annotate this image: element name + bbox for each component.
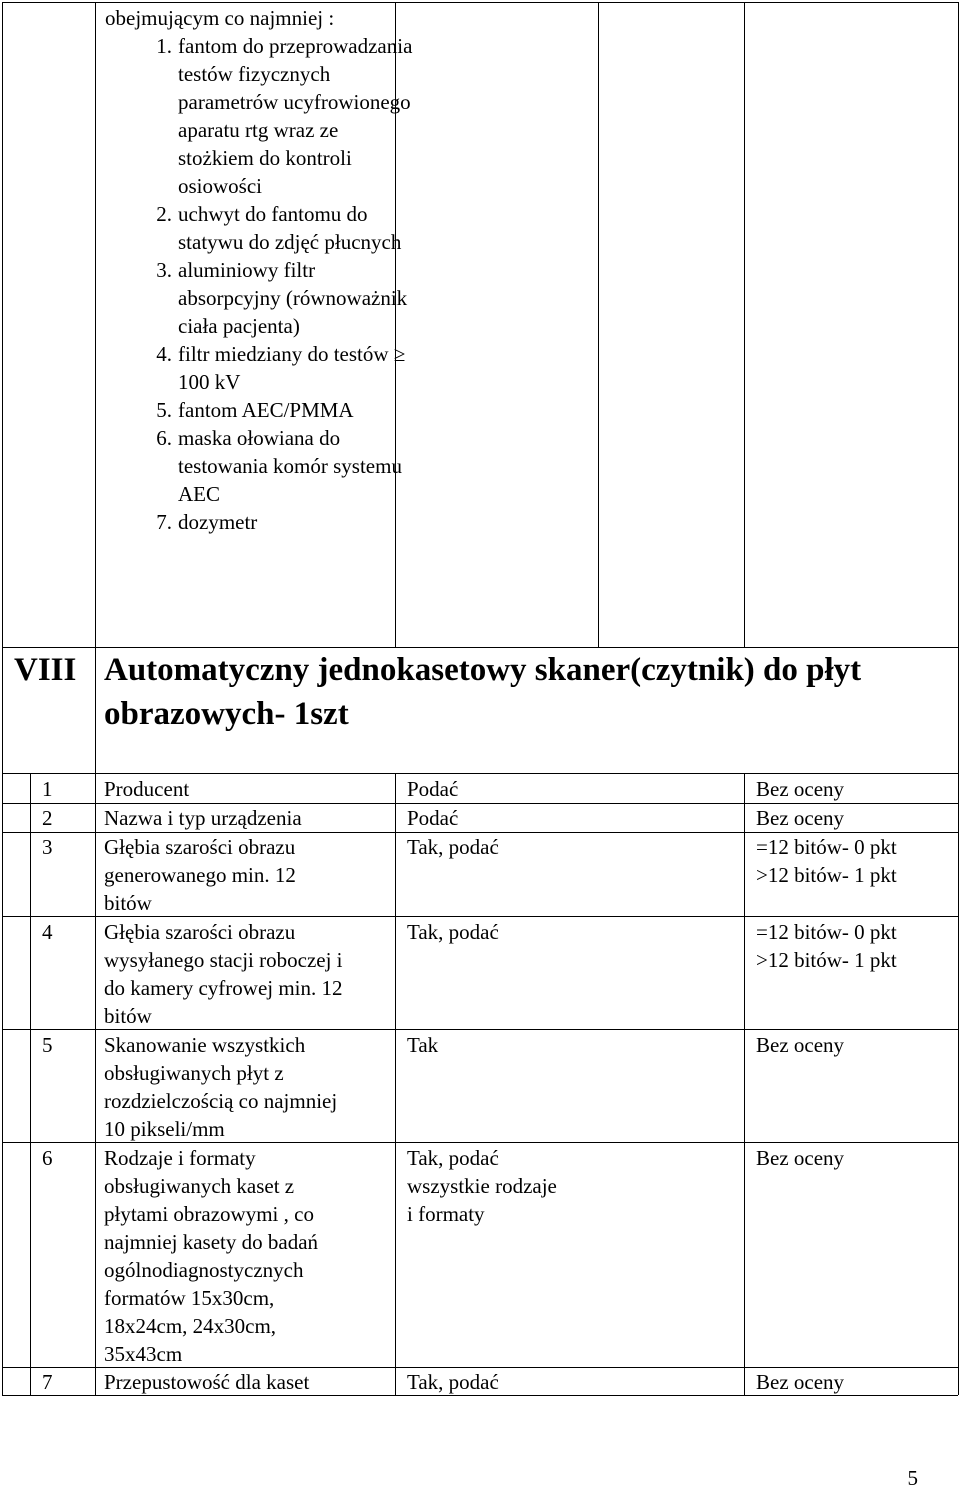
section-roman-numeral: VIII [14,652,77,688]
list-item: 5. fantom AEC/PMMA [156,398,354,422]
upper-col-divider-3 [598,2,599,647]
parameter-name: Rodzaje i formaty [104,1146,256,1170]
section-title-line-1: Automatyczny jednokasetowy skaner(czytnik) do płyt [104,652,862,688]
parameter-name: generowanego min. 12 [104,863,296,887]
required-value: Tak, podać [407,1146,499,1170]
scoring-value: Bez oceny [756,1146,845,1170]
parameter-name: Głębia szarości obrazu [104,920,296,944]
list-lead-text: obejmującym co najmniej : [105,6,335,30]
parameter-name: 10 pikseli/mm [104,1117,225,1141]
scoring-value: =12 bitów- 0 pkt [756,920,897,944]
lower-col-divider-3 [395,773,396,1395]
parameter-name: bitów [104,1004,152,1028]
row-number: 6 [42,1146,53,1170]
parameter-name: 18x24cm, 24x30cm, [104,1314,277,1338]
section-top-border [2,647,958,648]
section-bottom-border [2,773,958,774]
row-number: 4 [42,920,53,944]
upper-col-divider-4 [744,2,745,647]
scoring-value: >12 bitów- 1 pkt [756,948,897,972]
list-item: 1. fantom do przeprowadzania testów fizycznych parametrów ucyfrowionego aparatu rtg wraz ze stożkiem do kontroli osiowości [156,34,413,198]
parameter-name: bitów [104,891,152,915]
row-number: 3 [42,835,53,859]
list-item: 2. uchwyt do fantomu do statywu do zdjęć płucnych [156,202,402,254]
upper-col-divider-1 [95,2,96,647]
parameter-name: formatów 15x30cm, [104,1286,275,1310]
list-item: 6. maska ołowiana do testowania komór systemu AEC [156,426,402,506]
upper-top-border [2,2,958,3]
section-title-line-2: obrazowych- 1szt [104,696,349,732]
row-number: 1 [42,777,53,801]
scoring-value: Bez oceny [756,806,845,830]
parameter-name: płytami obrazowymi , co [104,1202,314,1226]
parameter-name: 35x43cm [104,1342,183,1366]
parameter-name: Głębia szarości obrazu [104,835,296,859]
parameter-name: najmniej kasety do badań [104,1230,319,1254]
parameter-name: Skanowanie wszystkich [104,1033,306,1057]
scoring-value: Bez oceny [756,777,845,801]
scoring-value: >12 bitów- 1 pkt [756,863,897,887]
list-item: 3. aluminiowy filtr absorpcyjny (równoważnik ciała pacjenta) [156,258,408,338]
parameter-name: do kamery cyfrowej min. 12 [104,976,343,1000]
required-value: Podać [407,806,459,830]
equipment-list [140,32,418,536]
row-number: 7 [42,1370,53,1394]
parameter-name: obsługiwanych płyt z [104,1061,284,1085]
required-value: Podać [407,777,459,801]
required-value: i formaty [407,1202,485,1226]
required-value: Tak, podać [407,920,499,944]
parameter-name: Producent [104,777,190,801]
required-value: wszystkie rodzaje [407,1174,557,1198]
parameter-name: Nazwa i typ urządzenia [104,806,302,830]
parameter-name: wysyłanego stacji roboczej i [104,948,343,972]
parameter-name: ogólnodiagnostycznych [104,1258,304,1282]
row-number: 2 [42,806,53,830]
scoring-value: Bez oceny [756,1370,845,1394]
lower-col-divider-4 [744,773,745,1395]
parameter-name: obsługiwanych kaset z [104,1174,295,1198]
scoring-value: Bez oceny [756,1033,845,1057]
parameter-name: Przepustowość dla kaset [104,1370,310,1394]
scoring-value: =12 bitów- 0 pkt [756,835,897,859]
list-item: 7. dozymetr [156,510,258,534]
lower-col-divider-1 [30,773,31,1395]
row-number: 5 [42,1033,53,1057]
lower-col-divider-2 [95,773,96,1395]
list-item: 4. filtr miedziany do testów ≥ 100 kV [156,342,406,394]
parameter-name: rozdzielczością co najmniej [104,1089,338,1113]
required-value: Tak [407,1033,439,1057]
required-value: Tak, podać [407,835,499,859]
right-border [958,2,959,1395]
section-col-divider [95,647,96,773]
required-value: Tak, podać [407,1370,499,1394]
page-number: 5 [907,1466,918,1490]
left-border [2,2,3,1395]
